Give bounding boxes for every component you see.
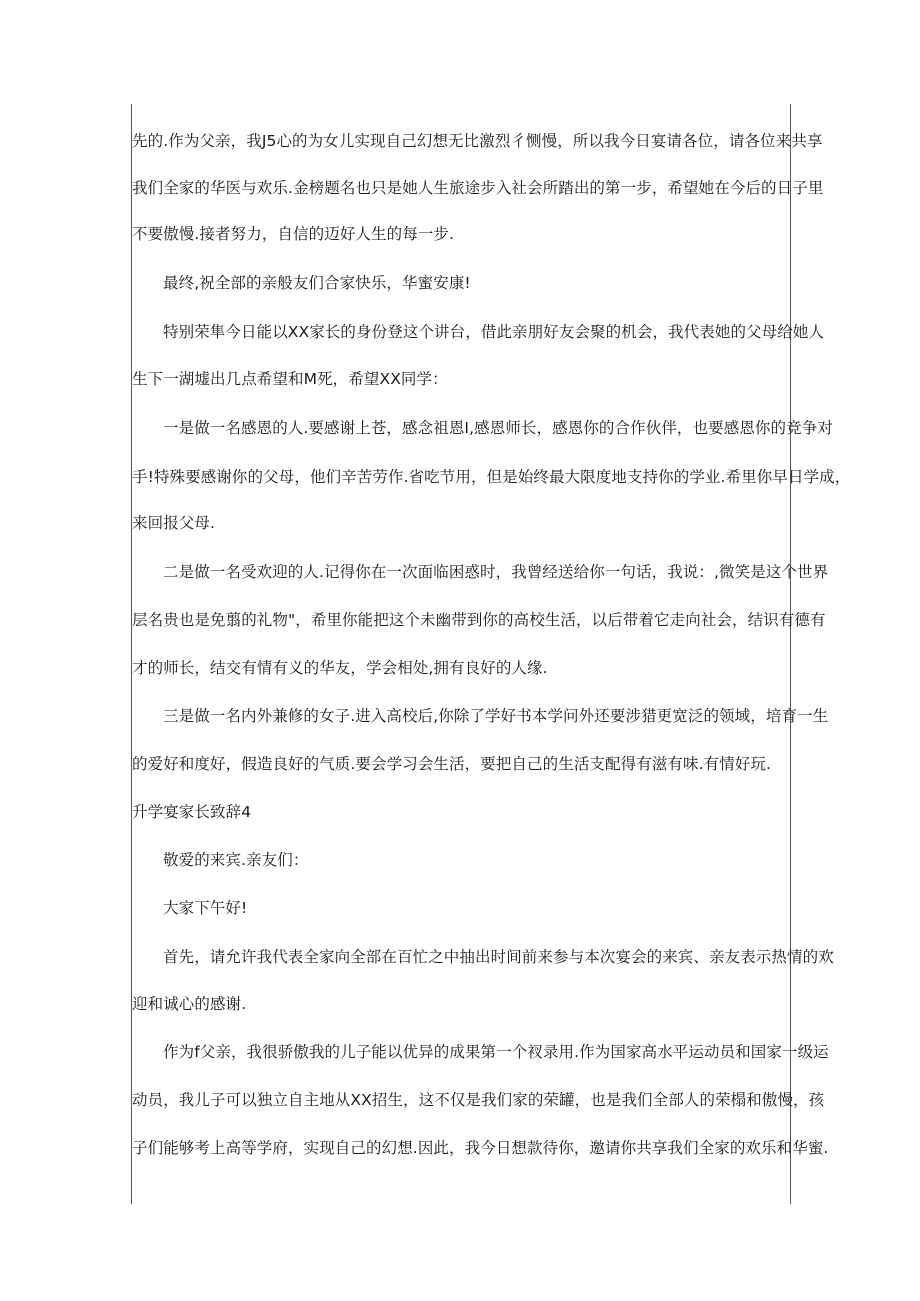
paragraph-line: 子们能够考上高等学府，实现自己的幻想.因此，我今日想款待你，邀请你共享我们全家的欢乐和华蜜.	[132, 1139, 829, 1157]
paragraph-line: 生下一湖墟出几点希望和M死，希望XX同学：	[132, 370, 448, 388]
paragraph-line: 才的师长，结交有情有义的华友，学会相处,拥有良好的人缘.	[132, 659, 548, 677]
paragraph-line: 的爱好和度好，假造良好的气质.要会学习会生活，要把自己的生活支配得有滋有味.有情好玩.	[132, 755, 772, 773]
greeting-line: 大家下午好!	[163, 899, 248, 917]
section-heading: 升学宴家长致辞4	[132, 803, 252, 821]
paragraph-line: 先的.作为父亲，我J5心的为女儿实现自己幻想无比激烈彳恻慢，所以我今日宴请各位，请各位来共享	[132, 132, 823, 150]
salutation-line: 敬爱的来宾.亲友们：	[163, 851, 309, 869]
paragraph-line: 不要傲慢.接者努力，自信的迈好人生的每一步.	[132, 225, 455, 243]
paragraph-line: 来回报父母.	[132, 514, 216, 532]
paragraph-line: 首先，请允许我代表全家向全部在百忙之中抽出时间前来参与本次宴会的来宾、亲友表示热情的欢	[163, 948, 834, 966]
paragraph-line: 最终,祝全部的亲般友们合家快乐，华蜜安康!	[163, 274, 471, 292]
paragraph-line: 动员，我儿子可以独立自主地从XX招生，这不仅是我们家的荣罐，也是我们全部人的荣榻和傲慢，孩	[132, 1091, 825, 1109]
paragraph-line: 层名贵也是免翦的礼物"，希里你能把这个未幽带到你的高校生活，以后带着它走向社会，结识有德有	[132, 611, 826, 629]
paragraph-line: 二是做一名受欢迎的人.记得你在一次面临困惑时，我曾经送给你一句话，我说：,微笑是这个世界	[163, 563, 829, 581]
paragraph-line: 我们全家的华医与欢乐.金榜题名也只是她人生旅途步入社会所踏出的第一步，希望她在今后的日子里	[132, 179, 824, 197]
paragraph-line: 作为f父亲，我很骄傲我的儿子能以优异的成果第一个衩录用.作为国家高水平运动员和国家一级运	[163, 1043, 829, 1061]
paragraph-line: 特别荣隼今日能以XX家长的身份登这个讲台，借此亲朋好友会聚的机会，我代表她的父母给她人	[163, 323, 825, 341]
paragraph-line: 一是做一名感恩的人.要感谢上苍，感念祖恩I,感恩师长，感恩你的合作伙伴，也要感恩你的竞争对	[163, 419, 833, 437]
right-margin-rule	[790, 104, 791, 1204]
paragraph-line: 三是做一名内外兼修的女子.进入高校后,你除了学好书本学问外还要涉猎更宽泛的领域，培育一生	[163, 707, 829, 725]
paragraph-line: 手!特殊要感谢你的父母，他们辛苦劳作.省吃节用，但是始终最大限度地支持你的学业.希里你早日学成，	[132, 468, 851, 486]
paragraph-line: 迎和诚心的感谢.	[132, 995, 247, 1013]
left-margin-rule	[131, 104, 132, 1204]
